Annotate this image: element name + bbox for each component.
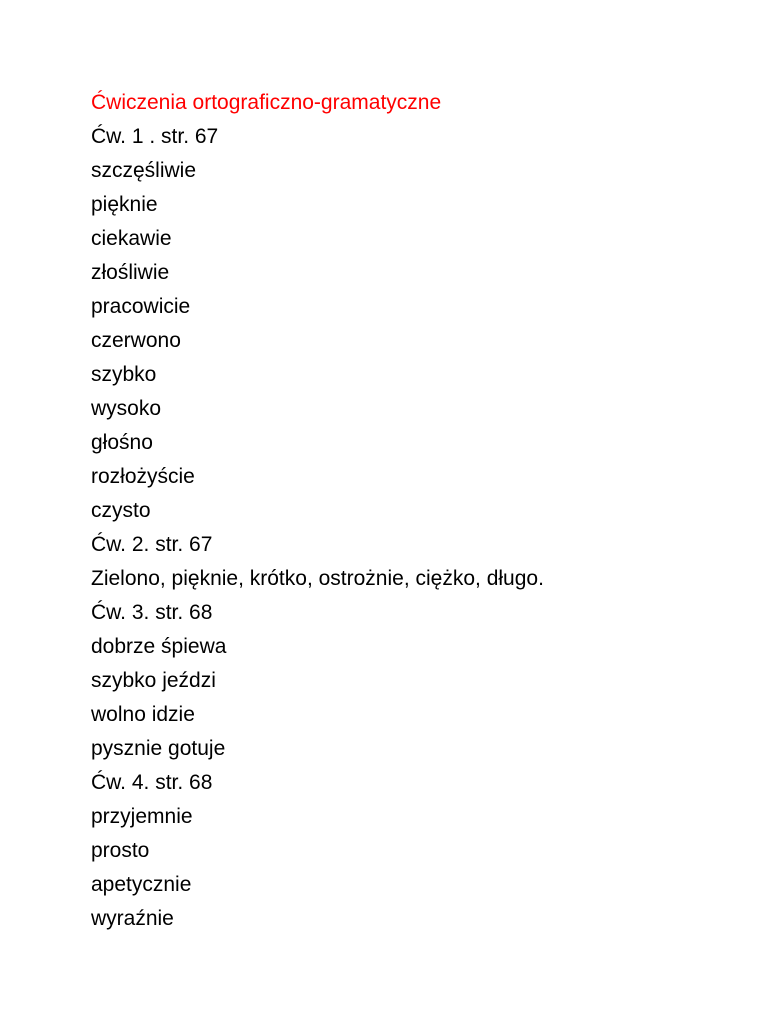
text-line: czysto: [91, 499, 151, 522]
text-line: przyjemnie: [91, 805, 193, 828]
text-line: szybko jeździ: [91, 669, 216, 692]
document-title: Ćwiczenia ortograficzno-gramatyczne: [91, 91, 442, 114]
exercise-heading-3: Ćw. 3. str. 68: [91, 601, 213, 624]
text-line: pięknie: [91, 193, 158, 216]
text-line: pysznie gotuje: [91, 737, 226, 760]
text-line: szczęśliwie: [91, 159, 197, 182]
exercise-heading-4: Ćw. 4. str. 68: [91, 771, 213, 794]
exercise-heading-1: Ćw. 1 . str. 67: [91, 125, 219, 148]
text-line: dobrze śpiewa: [91, 635, 227, 658]
text-line: wysoko: [91, 397, 162, 420]
text-line: wyraźnie: [91, 907, 174, 930]
text-line: złośliwie: [91, 261, 170, 284]
text-line: wolno idzie: [91, 703, 195, 726]
text-line: czerwono: [91, 329, 181, 352]
document-page: [91, 86, 751, 936]
text-line: rozłożyście: [91, 465, 195, 488]
text-line: pracowicie: [91, 295, 191, 318]
text-line: apetycznie: [91, 873, 192, 896]
text-line: szybko: [91, 363, 157, 386]
text-line: prosto: [91, 839, 150, 862]
text-line: Zielono, pięknie, krótko, ostrożnie, ciężko, długo.: [91, 567, 544, 590]
text-line: głośno: [91, 431, 153, 454]
exercise-heading-2: Ćw. 2. str. 67: [91, 533, 213, 556]
text-line: ciekawie: [91, 227, 172, 250]
